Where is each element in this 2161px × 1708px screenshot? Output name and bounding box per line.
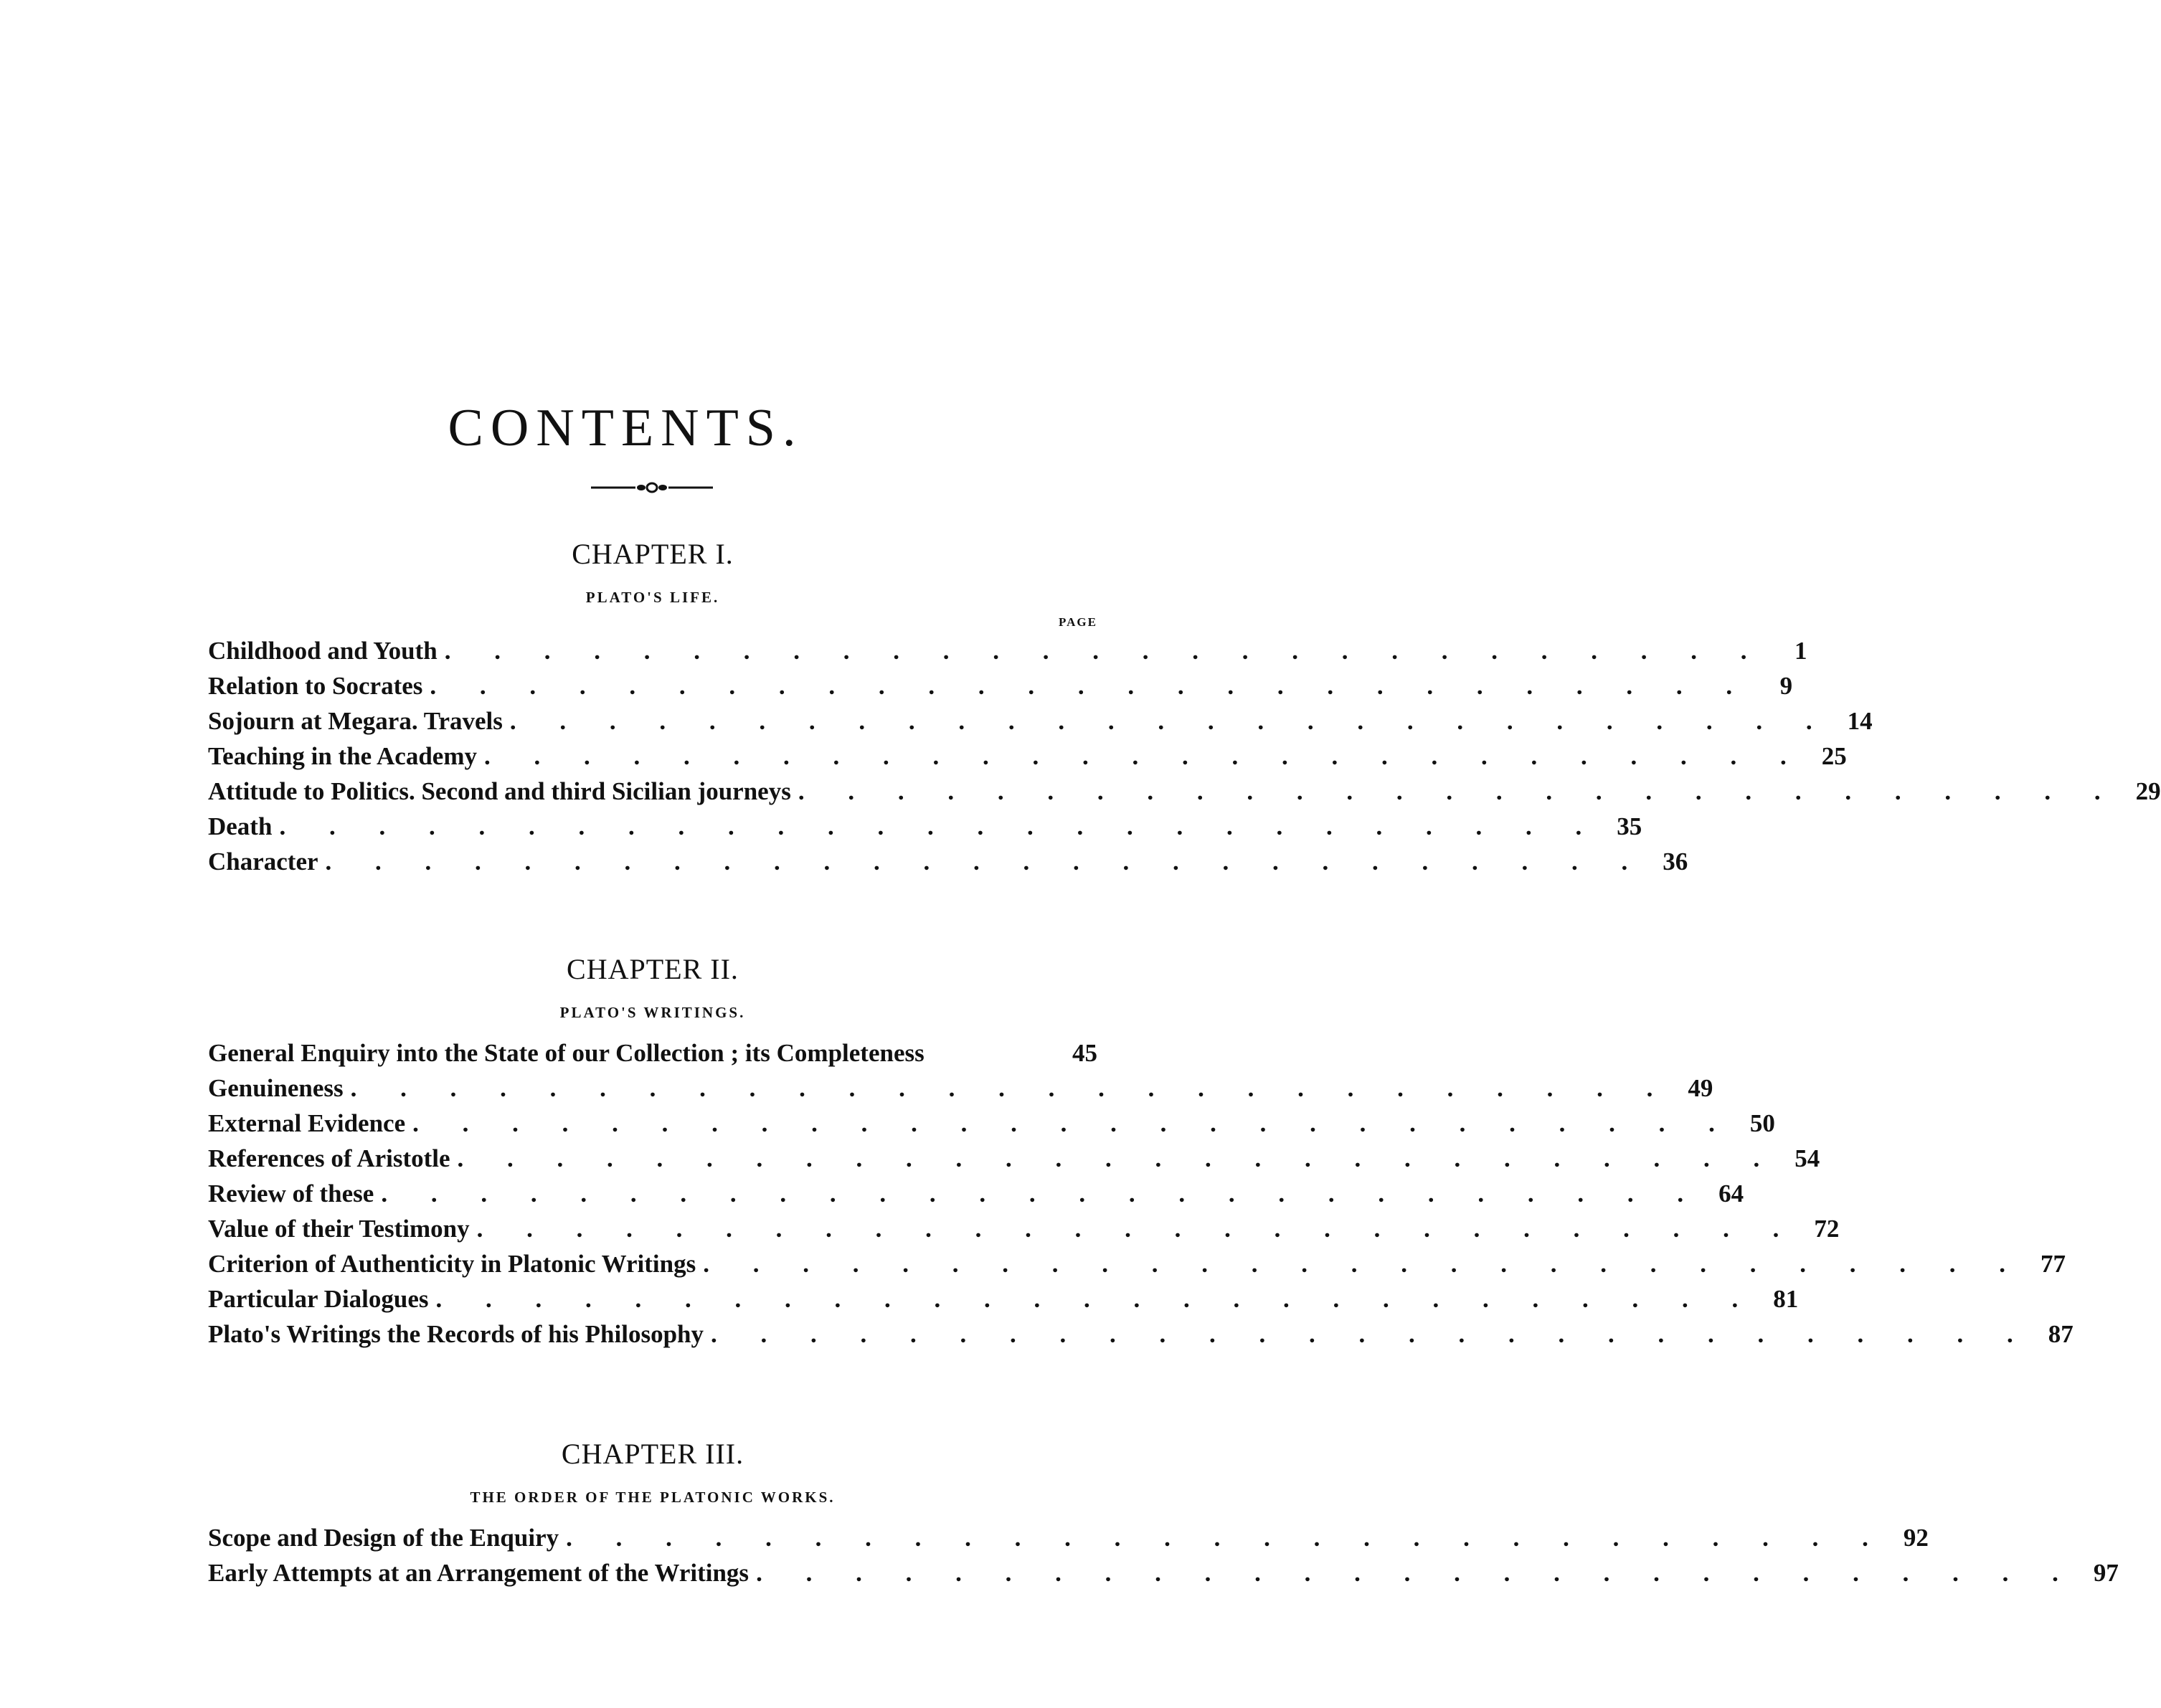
toc-entry-page: 92 (1903, 1524, 1929, 1552)
toc-entry-page: 25 (1821, 742, 1847, 770)
toc-entry-page: 35 (1617, 812, 1642, 840)
chapter-section (208, 949, 2073, 1352)
dot-leader: . . . . . . . . . . . . . . . . . . . . . . . . . . . (430, 672, 1751, 700)
toc-entry-page: 81 (1773, 1285, 1799, 1313)
toc-entry-page: 97 (2093, 1559, 2119, 1587)
toc-entry-title: Sojourn at Megara. Travels (208, 707, 503, 735)
toc-entry[interactable] (208, 1071, 1713, 1106)
toc-entry[interactable] (208, 1555, 2119, 1590)
dot-leader: . . . . . . . . . . . . . . . . . . . . . . . . . . . (435, 1285, 1757, 1313)
toc-entry[interactable] (208, 668, 1793, 703)
chapter-section (208, 534, 2161, 879)
toc-entry[interactable] (208, 1106, 1775, 1141)
toc-entry-title: Scope and Design of the Enquiry (208, 1524, 559, 1552)
toc-entry[interactable] (208, 703, 1873, 739)
toc-list (208, 633, 2161, 879)
toc-entry[interactable] (208, 844, 1688, 879)
toc-entry-title: References of Aristotle (208, 1144, 450, 1172)
dot-leader: . . . . . . . . . . . . . . . . . . . . . . . . . . . (756, 1559, 2077, 1587)
toc-entry[interactable] (208, 633, 1807, 668)
toc-entry-title: Teaching in the Academy (208, 742, 477, 770)
dot-leader: . . . . . . . . . . . . . . . . . . . . . . . . . . . (476, 1215, 1798, 1243)
toc-entry-title: Character (208, 848, 318, 876)
toc-entry-title: Death (208, 812, 273, 840)
toc-entry-title: Genuineness (208, 1074, 344, 1102)
toc-entry-title: Particular Dialogues (208, 1285, 429, 1313)
toc-entry-title: Childhood and Youth (208, 637, 438, 665)
toc-entry-page: 87 (2048, 1320, 2073, 1348)
chapter-subheading: THE ORDER OF THE PLATONIC WORKS. (470, 1489, 836, 1506)
toc-entry-page: 14 (1847, 707, 1873, 735)
toc-entry-page: 1 (1794, 637, 1807, 665)
page-column-label: PAGE (1059, 615, 1097, 629)
toc-entry-page: 9 (1779, 672, 1793, 700)
toc-entry-title: Relation to Socrates (208, 672, 423, 700)
toc-entry[interactable] (208, 1211, 1840, 1246)
toc-entry-page: 77 (2040, 1250, 2066, 1278)
toc-entry-page: 49 (1688, 1074, 1713, 1102)
dot-leader: . . . . . . . . . . . . . . . . . . . . . . . . . . . (484, 742, 1805, 770)
toc-entry-title: Plato's Writings the Records of his Philosophy (208, 1320, 704, 1348)
toc-entry[interactable] (208, 1035, 1097, 1071)
dot-leader: . . . . . . . . . . . . . . . . . . . . . . . . . . . (711, 1320, 2032, 1348)
toc-list (208, 1035, 2073, 1352)
toc-entry-page: 64 (1718, 1180, 1744, 1208)
toc-entry[interactable] (208, 1520, 1929, 1555)
toc-entry-title: Criterion of Authenticity in Platonic Writings (208, 1250, 696, 1278)
toc-entry-page: 45 (1072, 1039, 1097, 1067)
dot-leader: . . . . . . . . . . . . . . . . . . . . . . . . . . . (279, 812, 1601, 840)
toc-entry[interactable] (208, 1176, 1744, 1211)
chapter-heading: CHAPTER I. (572, 538, 734, 570)
toc-entry-title: General Enquiry into the State of our Collection ; its Completeness (208, 1039, 925, 1067)
toc-entry[interactable] (208, 1141, 1820, 1176)
toc-entry[interactable] (208, 809, 1642, 844)
dot-leader: . . . . . . . . . . . . . . . . . . . . . . . . . . . (509, 707, 1831, 735)
dot-leader: . . . . . . . . . . . . . . . . . . . . . . . . . . . (566, 1524, 1887, 1552)
dot-leader: . . . . . . . . . . . . . . . . . . . . . . . . . . . (798, 777, 2119, 805)
dot-leader: . . . . . . . . . . . . . . . . . . . . . . . . . . . (350, 1074, 1672, 1102)
ornament-divider-icon (591, 479, 713, 496)
dot-leader: . . . . . . . . . . . . . . . . . . . . . . . . . . . (381, 1180, 1703, 1208)
toc-entry-title: Attitude to Politics. Second and third Sicilian journeys (208, 777, 791, 805)
toc-entry-title: Value of their Testimony (208, 1215, 470, 1243)
toc-entry-page: 29 (2135, 777, 2161, 805)
toc-entry[interactable] (208, 1246, 2066, 1281)
dot-leader: . . . . . . . . . . . . . . . . . . . . . . . . . . . (412, 1109, 1734, 1137)
toc-entry-page: 72 (1814, 1215, 1840, 1243)
toc-entry[interactable] (208, 1316, 2073, 1352)
toc-entry[interactable] (208, 774, 2161, 809)
toc-entry[interactable] (208, 1281, 1799, 1316)
chapter-subheading: PLATO'S WRITINGS. (559, 1004, 746, 1021)
toc-entry[interactable] (208, 739, 1847, 774)
toc-entry-title: External Evidence (208, 1109, 406, 1137)
dot-leader: . . . . . . . . . . . . . . . . . . . . . . . . . . . (457, 1144, 1779, 1172)
toc-entry-page: 54 (1794, 1144, 1820, 1172)
toc-list (208, 1520, 2119, 1590)
toc-entry-title: Review of these (208, 1180, 374, 1208)
dot-leader: . . . . . . . . . . . . . . . . . . . . . . . . . . . (444, 637, 1766, 665)
dot-leader: . . . . . . . . . . . . . . . . . . . . . . . . . . . (325, 848, 1647, 876)
chapter-section (208, 1434, 2119, 1590)
toc-entry-title: Early Attempts at an Arrangement of the Writings (208, 1559, 750, 1587)
chapter-heading: CHAPTER II. (567, 953, 739, 985)
chapter-heading: CHAPTER III. (561, 1438, 744, 1470)
chapter-subheading: PLATO'S LIFE. (585, 589, 720, 606)
page-title: CONTENTS. (448, 399, 803, 457)
toc-entry-page: 36 (1663, 848, 1688, 876)
toc-entry-page: 50 (1749, 1109, 1775, 1137)
dot-leader: . . . . . . . . . . . . . . . . . . . . . . . . . . . (703, 1250, 2024, 1278)
